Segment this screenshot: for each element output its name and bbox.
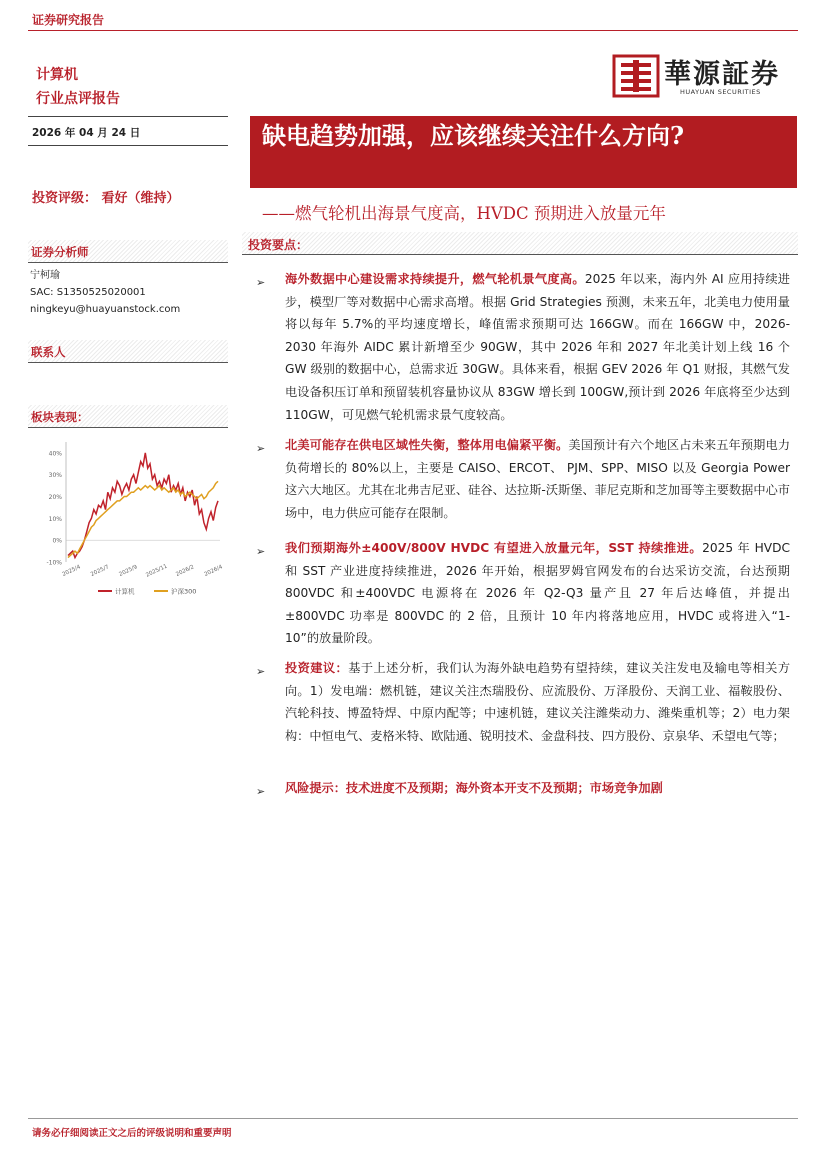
analyst-section-header <box>28 240 228 263</box>
bullet-arrow-icon: ➢ <box>256 276 266 289</box>
footer-disclaimer: 请务必仔细阅读正文之后的评级说明和重要声明 <box>32 1128 232 1139</box>
chart-y-tick-label: 40% <box>48 450 62 458</box>
analyst-header-label: 证券分析师 <box>31 245 89 259</box>
logo-text-cn: 華源証券 <box>664 59 780 90</box>
chart-x-tick-label: 2026/4 <box>203 564 224 578</box>
chart-series-line-computer <box>68 453 218 558</box>
key-point-2-body: 美国预计有六个地区占未来五年预期电力负荷增长的 80%以上，主要是 CAISO、ERCOT、 PJM、SPP、MISO 以及 Georgia Power 这六大地区。尤其在北弗吉尼亚、硅谷、达拉斯-沃斯堡、菲尼克斯和芝加哥等主要数据中心市场中，电力供应可能存在限制。 <box>285 438 791 520</box>
chart-legend-label: 计算机 <box>115 587 135 596</box>
key-point-5 <box>285 777 790 800</box>
key-point-3-highlight: 我们预期海外±400V/800V HVDC 有望进入放量元年，SST 持续推进。 <box>285 541 703 555</box>
industry-name: 计算机 <box>36 67 78 83</box>
bullet-arrow-icon: ➢ <box>256 665 266 678</box>
industry-block <box>36 63 120 111</box>
report-date: 2026 年 04 月 24 日 <box>32 127 141 139</box>
key-point-2 <box>285 434 790 524</box>
key-point-4 <box>285 657 790 747</box>
chart-legend <box>98 587 196 596</box>
bullet-arrow-icon: ➢ <box>256 545 266 558</box>
sector-performance-chart <box>28 430 233 602</box>
key-point-4-body: 基于上述分析，我们认为海外缺电趋势有望持续，建议关注发电及输电等相关方向。1）发电端：燃机链，建议关注杰瑞股份、应流股份、万泽股份、天润工业、福鞍股份、汽轮科技、博盈特焊、中原内配等；中速机链，建议关注潍柴动力、潍柴重机等；2）电力架构：中恒电气、麦格米特、欧陆通、锐明技术、金盘科技、四方股份、京泉华、禾望电气等； <box>285 661 791 743</box>
contact-header-label: 联系人 <box>31 345 66 359</box>
key-points-header <box>242 232 798 255</box>
key-point-1 <box>285 268 790 426</box>
analyst-info <box>30 267 180 318</box>
key-points-header-label: 投资要点： <box>248 238 309 252</box>
key-point-1-body: 2025 年以来，海内外 AI 应用持续进步，模型厂等对数据中心需求高增。根据 Grid Strategies 预测，未来五年，北美电力使用量将以每年 5.7%的平均速度增长，峰值需求预期可达 166GW。而在 166GW 中，2026-2030 年海外 AIDC 累计新增至少 90GW，其中 2026 年和 2027 年北美计划上线 16 个 GW 级别的数据中心，总需求近 30GW。具体来看，根据 GEV 2026 年 Q1 财报，其燃气发电设备积压订单和预留装机容量协议从 83GW 增长到 100GW,预计到 2026 年底将至少达到 110GW，可见燃气轮机需求景气度较高。 <box>285 272 790 422</box>
logo-text-en: HUAYUAN SECURITIES <box>680 88 761 96</box>
key-point-4-highlight: 投资建议： <box>285 661 349 675</box>
key-point-1-highlight: 海外数据中心建设需求持续提升，燃气轮机景气度高。 <box>285 272 585 286</box>
key-point-2-highlight: 北美可能存在供电区域性失衡，整体用电偏紧平衡。 <box>285 438 569 452</box>
chart-x-tick-label: 2025/4 <box>61 564 82 578</box>
page-title: 缺电趋势加强，应该继续关注什么方向? <box>262 121 685 150</box>
top-divider <box>28 30 798 31</box>
chart-x-ticks <box>62 564 225 579</box>
date-top-divider <box>28 116 228 117</box>
chart-x-tick-label: 2025/9 <box>118 564 139 578</box>
contact-section-header <box>28 340 228 363</box>
date-bottom-divider <box>28 145 228 146</box>
report-category: 行业点评报告 <box>36 91 120 107</box>
performance-header-label: 板块表现： <box>31 410 89 424</box>
analyst-email[interactable]: ningkeyu@huayuanstock.com <box>30 304 181 315</box>
chart-y-tick-label: 0% <box>52 537 62 545</box>
investment-rating: 投资评级： 看好（维持） <box>32 191 180 206</box>
page-subtitle: ——燃气轮机出海景气度高，HVDC 预期进入放量元年 <box>262 204 666 223</box>
chart-y-tick-label: -10% <box>46 559 62 567</box>
huayuan-logo-icon <box>612 52 660 100</box>
report-type-label: 证券研究报告 <box>32 13 105 27</box>
key-point-3 <box>285 537 790 650</box>
chart-y-tick-label: 30% <box>48 472 62 480</box>
footer-divider <box>28 1118 798 1119</box>
analyst-name: 宁柯瑜 <box>30 270 60 281</box>
chart-y-ticks <box>46 450 62 566</box>
chart-lines <box>68 453 218 558</box>
chart-y-tick-label: 20% <box>48 494 62 502</box>
key-point-3-body: 2025 年 HVDC 和 SST 产业进度持续推进，2026 年开始，根据罗姆官网发布的台达采访交流，台达预期 800VDC 和±400VDC 电源将在 2026 年 Q2-Q3 量产且 27 年后达峰值，并提出±800VDC 功率是 800VDC 的 2 倍，且预计 10 年内将落地应用，HVDC 或将进入“1-10”的放量阶段。 <box>285 541 790 646</box>
key-point-5-highlight: 风险提示：技术进度不及预期；海外资本开支不及预期；市场竞争加剧 <box>285 781 663 795</box>
chart-y-tick-label: 10% <box>48 515 62 523</box>
performance-section-header <box>28 405 228 428</box>
bullet-arrow-icon: ➢ <box>256 785 266 798</box>
chart-x-tick-label: 2025/7 <box>89 564 111 578</box>
chart-x-tick-label: 2025/11 <box>145 563 169 579</box>
chart-x-tick-label: 2026/2 <box>175 564 196 578</box>
bullet-arrow-icon: ➢ <box>256 442 266 455</box>
chart-legend-label: 沪深300 <box>171 587 197 596</box>
analyst-sac: SAC: S1350525020001 <box>30 287 146 298</box>
